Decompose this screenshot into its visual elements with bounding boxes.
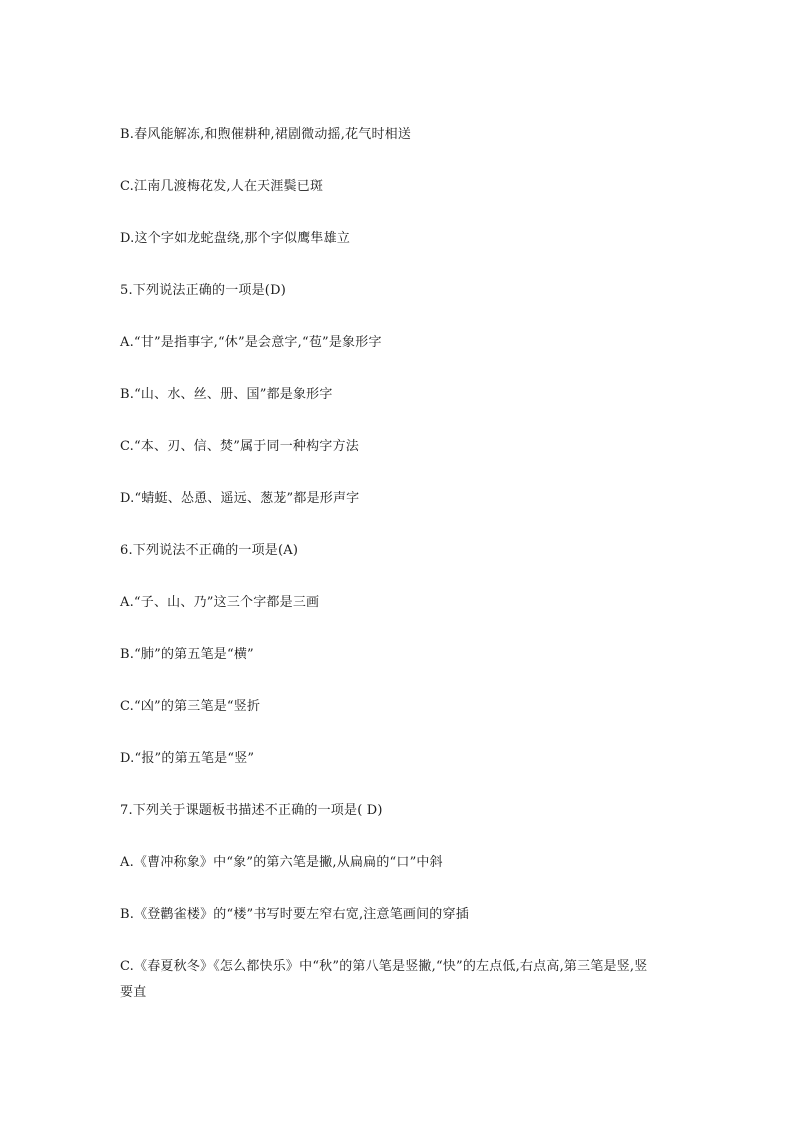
question-line: 5.下列说法正确的一项是(D): [120, 283, 286, 298]
option-line: A.“甘”是指事字,“休”是会意字,“苞”是象形字: [120, 335, 382, 350]
option-line: D.这个字如龙蛇盘绕,那个字似鹰隼雄立: [120, 231, 351, 246]
option-line: D.“报”的第五笔是“竖”: [120, 751, 255, 766]
question-line: 6.下列说法不正确的一项是(A): [120, 543, 299, 558]
option-line: D.“蜻蜓、怂恿、遥远、葱茏”都是形声字: [120, 491, 360, 506]
option-line: B.春风能解冻,和煦催耕种,裙剧微动摇,花气时相送: [120, 127, 412, 142]
option-line: C.《春夏秋冬》《怎么都快乐》中“秋”的第八笔是竖撇,“快”的左点低,右点高,第三笔是竖,竖要直: [120, 959, 648, 1000]
option-line: B.“山、水、丝、册、国”都是象形字: [120, 387, 333, 402]
option-line: C.“本、刃、信、焚”属于同一种构字方法: [120, 439, 359, 454]
option-line: A.“子、山、乃”这三个字都是三画: [120, 595, 320, 610]
option-line: C.“凶”的第三笔是“竖折: [120, 699, 261, 714]
option-line: B.《登鹳雀楼》的“楼”书写时要左窄右宽,注意笔画间的穿插: [120, 907, 469, 922]
option-line: C.江南几渡梅花发,人在天涯鬓已斑: [120, 179, 324, 194]
option-line: A.《曹冲称象》中“象”的第六笔是撇,从扁扁的“口”中斜: [120, 855, 443, 870]
option-line: B.“肺”的第五笔是“横”: [120, 647, 254, 662]
question-line: 7.下列关于课题板书描述不正确的一项是( D): [120, 803, 383, 818]
